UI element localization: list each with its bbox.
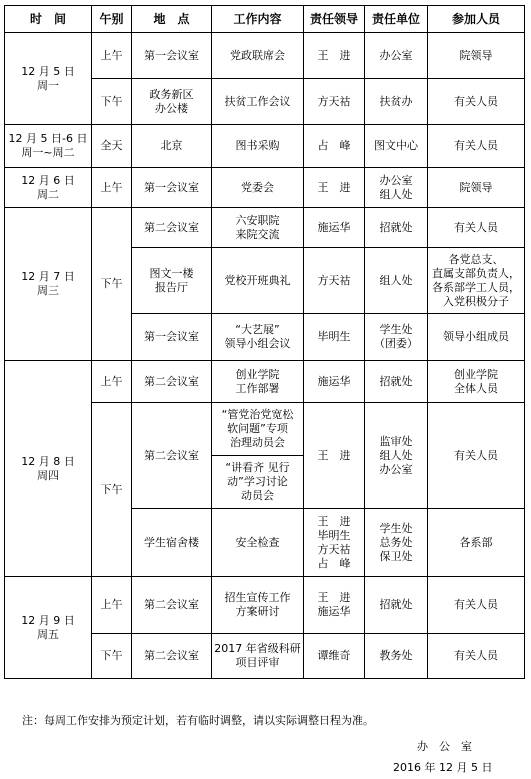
period-cell: 上午 xyxy=(92,577,132,634)
header-leader: 责任领导 xyxy=(304,6,365,33)
unit-cell: 组人处 xyxy=(365,248,428,314)
signature-date: 2016 年 12 月 5 日 xyxy=(393,761,493,774)
location-cell: 图文一楼 报告厅 xyxy=(132,248,212,314)
attendees-cell: 创业学院 全体人员 xyxy=(428,361,525,403)
location-cell: 第二会议室 xyxy=(132,634,212,679)
attendees-cell: 有关人员 xyxy=(428,577,525,634)
unit-cell: 学生处 总务处 保卫处 xyxy=(365,509,428,577)
table-row xyxy=(5,361,525,403)
content-cell: 党委会 xyxy=(212,168,304,208)
attendees-cell: 有关人员 xyxy=(428,79,525,125)
date-cell: 12 月 8 日 周四 xyxy=(5,361,92,577)
weekly-schedule-table xyxy=(4,5,525,679)
table-header-row xyxy=(5,6,525,33)
schedule-note: 注：每周工作安排为预定计划，若有临时调整，请以实际调整日程为准。 xyxy=(22,714,374,727)
period-cell: 下午 xyxy=(92,79,132,125)
content-cell: “大艺展” 领导小组会议 xyxy=(212,314,304,361)
table-row xyxy=(5,168,525,208)
unit-cell: 扶贫办 xyxy=(365,79,428,125)
location-cell: 第二会议室 xyxy=(132,403,212,509)
attendees-cell: 院领导 xyxy=(428,33,525,79)
leader-cell: 方天祜 xyxy=(304,248,365,314)
period-cell: 下午 xyxy=(92,403,132,577)
location-cell: 政务新区 办公楼 xyxy=(132,79,212,125)
unit-cell: 招就处 xyxy=(365,361,428,403)
unit-cell: 图文中心 xyxy=(365,125,428,168)
content-cell: “讲看齐 见行 动”学习讨论 动员会 xyxy=(212,456,304,509)
date-cell: 12 月 9 日 周五 xyxy=(5,577,92,679)
leader-cell: 王 进 毕明生 方天祜 占 峰 xyxy=(304,509,365,577)
leader-cell: 施运华 xyxy=(304,208,365,248)
period-cell: 上午 xyxy=(92,33,132,79)
header-content: 工作内容 xyxy=(212,6,304,33)
location-cell: 学生宿舍楼 xyxy=(132,509,212,577)
date-cell: 12 月 6 日 周二 xyxy=(5,168,92,208)
location-cell: 第一会议室 xyxy=(132,33,212,79)
header-unit: 责任单位 xyxy=(365,6,428,33)
location-cell: 北京 xyxy=(132,125,212,168)
date-cell: 12 月 7 日 周三 xyxy=(5,208,92,361)
leader-cell: 占 峰 xyxy=(304,125,365,168)
date-cell: 12 月 5 日-6 日 周一~周二 xyxy=(5,125,92,168)
attendees-cell: 有关人员 xyxy=(428,125,525,168)
header-time: 时 间 xyxy=(5,6,92,33)
unit-cell: 学生处 （团委） xyxy=(365,314,428,361)
attendees-cell: 各系部 xyxy=(428,509,525,577)
table-row xyxy=(5,125,525,168)
leader-cell: 方天祜 xyxy=(304,79,365,125)
period-cell: 下午 xyxy=(92,208,132,361)
content-cell: 党政联席会 xyxy=(212,33,304,79)
attendees-cell: 院领导 xyxy=(428,168,525,208)
attendees-cell: 有关人员 xyxy=(428,634,525,679)
table-row xyxy=(5,208,525,248)
signature-office: 办 公 室 xyxy=(417,740,472,753)
content-cell: 创业学院 工作部署 xyxy=(212,361,304,403)
location-cell: 第一会议室 xyxy=(132,314,212,361)
leader-cell: 谭维奇 xyxy=(304,634,365,679)
unit-cell: 招就处 xyxy=(365,577,428,634)
table-row xyxy=(5,33,525,79)
attendees-cell: 领导小组成员 xyxy=(428,314,525,361)
location-cell: 第一会议室 xyxy=(132,168,212,208)
unit-cell: 教务处 xyxy=(365,634,428,679)
content-cell: 六安职院 来院交流 xyxy=(212,208,304,248)
leader-cell: 王 进 施运华 xyxy=(304,577,365,634)
header-period: 午别 xyxy=(92,6,132,33)
period-cell: 上午 xyxy=(92,361,132,403)
leader-cell: 毕明生 xyxy=(304,314,365,361)
location-cell: 第二会议室 xyxy=(132,577,212,634)
content-cell: 招生宣传工作 方案研讨 xyxy=(212,577,304,634)
period-cell: 上午 xyxy=(92,168,132,208)
unit-cell: 办公室 xyxy=(365,33,428,79)
header-location: 地 点 xyxy=(132,6,212,33)
header-attendees: 参加人员 xyxy=(428,6,525,33)
leader-cell: 王 进 xyxy=(304,33,365,79)
location-cell: 第二会议室 xyxy=(132,361,212,403)
table-row xyxy=(5,577,525,634)
location-cell: 第二会议室 xyxy=(132,208,212,248)
leader-cell: 王 进 xyxy=(304,168,365,208)
leader-cell: 施运华 xyxy=(304,361,365,403)
unit-cell: 招就处 xyxy=(365,208,428,248)
unit-cell: 监审处 组人处 办公室 xyxy=(365,403,428,509)
attendees-cell: 各党总支、 直属支部负责人， 各系部学工人员， 入党积极分子 xyxy=(428,248,525,314)
leader-cell: 王 进 xyxy=(304,403,365,509)
content-cell: 党校开班典礼 xyxy=(212,248,304,314)
content-cell: “管党治党宽松 软问题”专项 治理动员会 xyxy=(212,403,304,456)
content-cell: 安全检查 xyxy=(212,509,304,577)
period-cell: 全天 xyxy=(92,125,132,168)
content-cell: 图书采购 xyxy=(212,125,304,168)
unit-cell: 办公室 组人处 xyxy=(365,168,428,208)
attendees-cell: 有关人员 xyxy=(428,403,525,509)
period-cell: 下午 xyxy=(92,634,132,679)
content-cell: 2017 年省级科研 项目评审 xyxy=(212,634,304,679)
date-cell: 12 月 5 日 周一 xyxy=(5,33,92,125)
attendees-cell: 有关人员 xyxy=(428,208,525,248)
content-cell: 扶贫工作会议 xyxy=(212,79,304,125)
